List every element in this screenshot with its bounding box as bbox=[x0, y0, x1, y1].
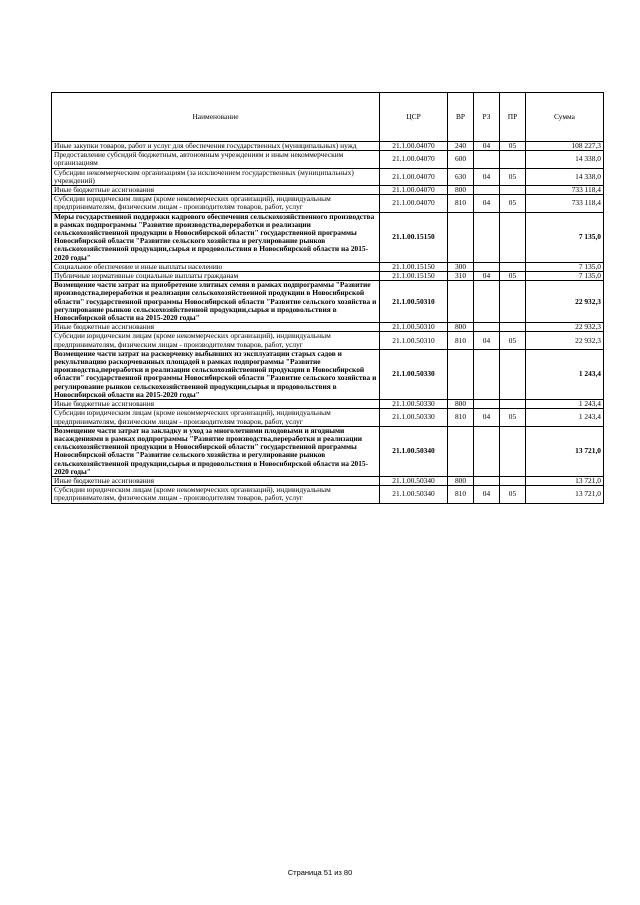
cell-pr: 05 bbox=[500, 195, 526, 212]
cell-csr: 21.1.00.04070 bbox=[380, 151, 448, 168]
cell-name: Иные закупки товаров, работ и услуг для обеспечения государственных (муниципальных) нужд bbox=[52, 142, 380, 151]
cell-rz: 04 bbox=[474, 272, 500, 281]
cell-pr bbox=[500, 476, 526, 485]
cell-sum: 1 243,4 bbox=[526, 349, 604, 399]
cell-csr: 21.1.00.50310 bbox=[380, 332, 448, 349]
cell-name: Субсидии юридическим лицам (кроме некоммерческих организаций), индивидуальным предпринимателям, физическим лицам - производителям товаров, работ, услуг bbox=[52, 409, 380, 426]
cell-rz: 04 bbox=[474, 486, 500, 503]
cell-name: Субсидии юридическим лицам (кроме некоммерческих организаций), индивидуальным предпринимателям, физическим лицам - производителям товаров, работ, услуг bbox=[52, 195, 380, 212]
cell-csr: 21.1.00.15150 bbox=[380, 272, 448, 281]
header-pr: ПР bbox=[500, 93, 526, 142]
cell-pr bbox=[500, 323, 526, 332]
table-row bbox=[52, 426, 604, 476]
cell-name: Публичные нормативные социальные выплаты гражданам bbox=[52, 272, 380, 281]
cell-name: Иные бюджетные ассигнования bbox=[52, 400, 380, 409]
cell-rz bbox=[474, 323, 500, 332]
cell-vr: 810 bbox=[448, 195, 474, 212]
cell-csr: 21.1.00.50340 bbox=[380, 486, 448, 503]
table-row bbox=[52, 281, 604, 323]
cell-csr: 21.1.00.15150 bbox=[380, 262, 448, 271]
header-csr: ЦСР bbox=[380, 93, 448, 142]
cell-rz bbox=[474, 400, 500, 409]
table-row bbox=[52, 212, 604, 262]
cell-rz: 04 bbox=[474, 409, 500, 426]
cell-csr: 21.1.00.15150 bbox=[380, 212, 448, 262]
cell-sum: 1 243,4 bbox=[526, 400, 604, 409]
cell-pr bbox=[500, 281, 526, 323]
cell-sum: 108 227,3 bbox=[526, 142, 604, 151]
cell-name: Возмещение части затрат на раскорчевку выбывших из эксплуатации старых садов и рекультивацию раскорчеванных площадей в рамках подпрограммы "Развитие производства,переработки и реализации сельскохозяйственной продукции в Новосибирской области" государственной программы Новосибирской области "Развитие сельского хозяйства и регулирование рынков сельскохозяйственной продукции,сырья и продовольствия в Новосибирской области на 2015-2020 годы" bbox=[52, 349, 380, 399]
cell-vr: 240 bbox=[448, 142, 474, 151]
cell-rz bbox=[474, 426, 500, 476]
cell-pr: 05 bbox=[500, 142, 526, 151]
cell-name: Субсидии юридическим лицам (кроме некоммерческих организаций), индивидуальным предпринимателям, физическим лицам - производителям товаров, работ, услуг bbox=[52, 332, 380, 349]
cell-vr: 310 bbox=[448, 272, 474, 281]
cell-sum: 13 721,0 bbox=[526, 426, 604, 476]
table-row bbox=[52, 151, 604, 168]
cell-vr bbox=[448, 349, 474, 399]
cell-pr bbox=[500, 212, 526, 262]
cell-pr bbox=[500, 349, 526, 399]
cell-sum: 13 721,0 bbox=[526, 486, 604, 503]
cell-sum: 7 135,0 bbox=[526, 212, 604, 262]
cell-vr bbox=[448, 212, 474, 262]
cell-name: Субсидии юридическим лицам (кроме некоммерческих организаций), индивидуальным предпринимателям, физическим лицам - производителям товаров, работ, услуг bbox=[52, 486, 380, 503]
cell-csr: 21.1.00.50330 bbox=[380, 409, 448, 426]
cell-vr: 300 bbox=[448, 262, 474, 271]
table-row bbox=[52, 195, 604, 212]
cell-sum: 7 135,0 bbox=[526, 262, 604, 271]
cell-csr: 21.1.00.50310 bbox=[380, 281, 448, 323]
header-name: Наименование bbox=[52, 93, 380, 142]
page-number: Страница 51 из 80 bbox=[287, 868, 353, 877]
cell-csr: 21.1.00.50340 bbox=[380, 476, 448, 485]
cell-name: Иные бюджетные ассигнования bbox=[52, 323, 380, 332]
cell-vr: 810 bbox=[448, 486, 474, 503]
cell-csr: 21.1.00.50310 bbox=[380, 323, 448, 332]
cell-vr: 800 bbox=[448, 476, 474, 485]
cell-sum: 733 118,4 bbox=[526, 195, 604, 212]
cell-csr: 21.1.00.50340 bbox=[380, 426, 448, 476]
table-header-row bbox=[52, 93, 604, 142]
cell-rz: 04 bbox=[474, 332, 500, 349]
table-row bbox=[52, 262, 604, 271]
cell-pr: 05 bbox=[500, 486, 526, 503]
cell-pr: 05 bbox=[500, 272, 526, 281]
table-row bbox=[52, 168, 604, 185]
table-row bbox=[52, 142, 604, 151]
cell-csr: 21.1.00.04070 bbox=[380, 142, 448, 151]
cell-rz bbox=[474, 186, 500, 195]
table-row bbox=[52, 486, 604, 503]
table-body bbox=[52, 142, 604, 504]
cell-sum: 1 243,4 bbox=[526, 409, 604, 426]
cell-vr: 810 bbox=[448, 409, 474, 426]
cell-sum: 733 118,4 bbox=[526, 186, 604, 195]
cell-sum: 22 932,3 bbox=[526, 332, 604, 349]
cell-csr: 21.1.00.50330 bbox=[380, 400, 448, 409]
cell-csr: 21.1.00.50330 bbox=[380, 349, 448, 399]
cell-sum: 14 338,0 bbox=[526, 168, 604, 185]
cell-rz bbox=[474, 349, 500, 399]
cell-csr: 21.1.00.04070 bbox=[380, 186, 448, 195]
cell-rz bbox=[474, 476, 500, 485]
cell-pr bbox=[500, 426, 526, 476]
cell-name: Субсидии некоммерческим организациям (за исключением государственных (муниципальных) учреждений) bbox=[52, 168, 380, 185]
cell-rz bbox=[474, 151, 500, 168]
cell-vr: 800 bbox=[448, 400, 474, 409]
cell-vr: 810 bbox=[448, 332, 474, 349]
cell-pr bbox=[500, 400, 526, 409]
table-row bbox=[52, 186, 604, 195]
table-row bbox=[52, 323, 604, 332]
cell-sum: 7 135,0 bbox=[526, 272, 604, 281]
cell-vr: 800 bbox=[448, 186, 474, 195]
cell-name: Иные бюджетные ассигнования bbox=[52, 186, 380, 195]
header-rz: РЗ bbox=[474, 93, 500, 142]
cell-rz: 04 bbox=[474, 195, 500, 212]
cell-vr: 800 bbox=[448, 323, 474, 332]
cell-pr bbox=[500, 262, 526, 271]
table-row bbox=[52, 349, 604, 399]
header-vr: ВР bbox=[448, 93, 474, 142]
budget-table bbox=[51, 92, 604, 504]
cell-vr: 600 bbox=[448, 151, 474, 168]
cell-pr bbox=[500, 186, 526, 195]
cell-vr: 630 bbox=[448, 168, 474, 185]
cell-pr: 05 bbox=[500, 409, 526, 426]
cell-name: Возмещение части затрат на закладку и уход за многолетними плодовыми и ягодными насаждениями в рамках подпрограммы "Развитие производства,переработки и реализации сельскохозяйственной продукции в Новосибирской области" государственной программы Новосибирской области "Развитие сельского хозяйства и регулирование рынков сельскохозяйственной продукции,сырья и продовольствия в Новосибирской области на 2015-2020 годы" bbox=[52, 426, 380, 476]
table-row bbox=[52, 272, 604, 281]
cell-sum: 13 721,0 bbox=[526, 476, 604, 485]
table-row bbox=[52, 332, 604, 349]
table-row bbox=[52, 400, 604, 409]
cell-vr bbox=[448, 426, 474, 476]
cell-csr: 21.1.00.04070 bbox=[380, 195, 448, 212]
cell-sum: 22 932,3 bbox=[526, 323, 604, 332]
cell-rz bbox=[474, 212, 500, 262]
cell-sum: 14 338,0 bbox=[526, 151, 604, 168]
cell-name: Иные бюджетные ассигнования bbox=[52, 476, 380, 485]
cell-rz bbox=[474, 281, 500, 323]
cell-rz: 04 bbox=[474, 142, 500, 151]
cell-name: Социальное обеспечение и иные выплаты населению bbox=[52, 262, 380, 271]
table-row bbox=[52, 476, 604, 485]
cell-sum: 22 932,3 bbox=[526, 281, 604, 323]
cell-rz: 04 bbox=[474, 168, 500, 185]
cell-name: Меры государственной поддержки кадрового обеспечения сельскохозяйственного производства в рамках подпрограммы "Развитие производства,переработки и реализации сельскохозяйственной продукции в Новосибирской области" государственной программы Новосибирской области "Развитие сельского хозяйства и регулирование рынков сельскохозяйственной продукции,сырья и продовольствия в Новосибирской области на 2015-2020 годы" bbox=[52, 212, 380, 262]
cell-name: Предоставление субсидий бюджетным, автономным учреждениям и иным некоммерческим организациям bbox=[52, 151, 380, 168]
cell-vr bbox=[448, 281, 474, 323]
cell-rz bbox=[474, 262, 500, 271]
header-sum: Сумма bbox=[526, 93, 604, 142]
cell-pr: 05 bbox=[500, 168, 526, 185]
table-row bbox=[52, 409, 604, 426]
cell-pr: 05 bbox=[500, 332, 526, 349]
cell-pr bbox=[500, 151, 526, 168]
cell-csr: 21.1.00.04070 bbox=[380, 168, 448, 185]
cell-name: Возмещение части затрат на приобретение элитных семян в рамках подпрограммы "Развитие производства,переработки и реализации сельскохозяйственной продукции в Новосибирской области" государственной программы Новосибирской области "Развитие сельского хозяйства и регулирование рынков сельскохозяйственной продукции,сырья и продовольствия в Новосибирской области на 2015-2020 годы" bbox=[52, 281, 380, 323]
